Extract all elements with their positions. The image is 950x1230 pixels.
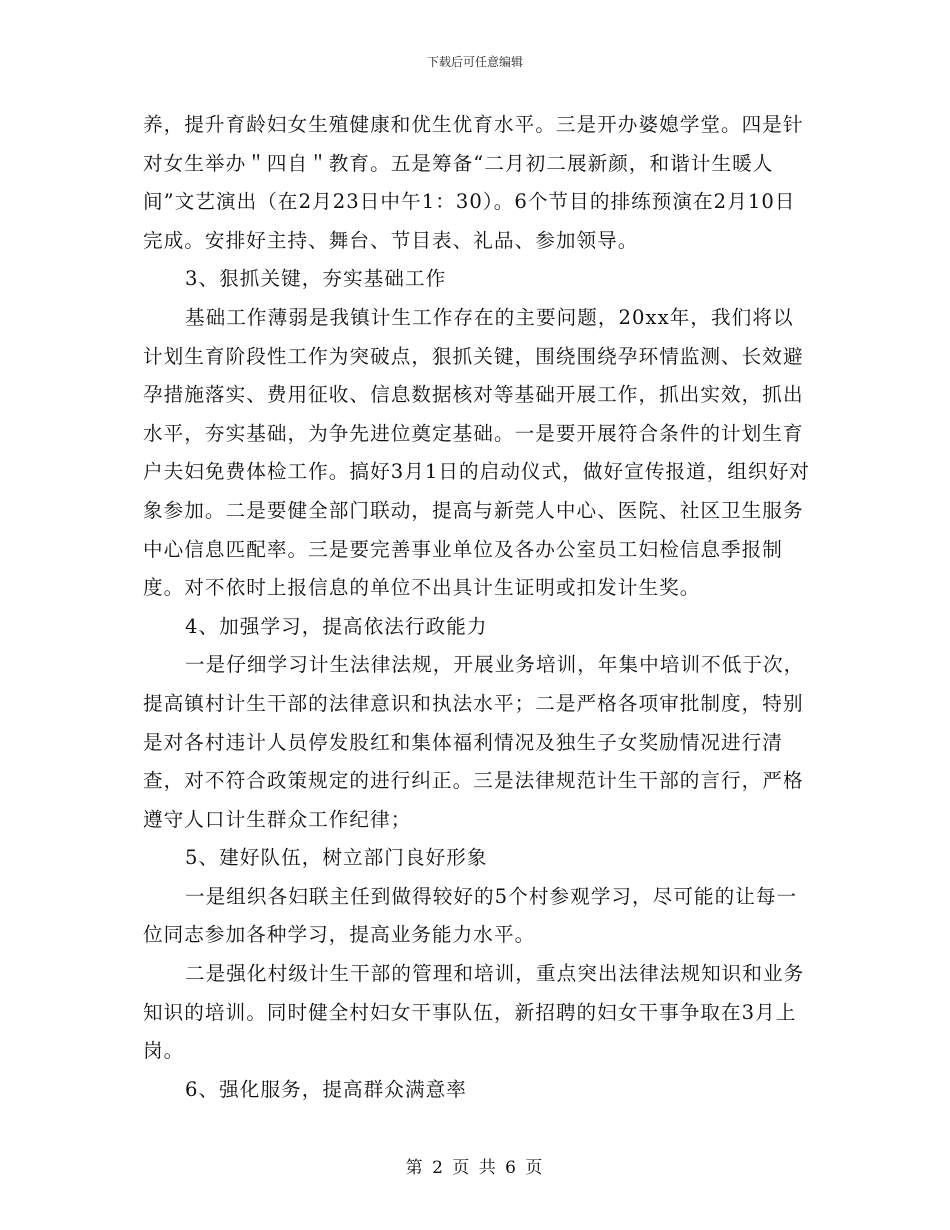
section-heading: 4、加强学习，提高依法行政能力 <box>185 614 488 638</box>
paragraph: 基础工作薄弱是我镇计生工作存在的主要问题，20xx年，我们将以计划生育阶段性工作为突破点，狠抓关键，围绕围绕孕环情监测、长效避孕措施落实、费用征收、信息数据核对等基础开展工作，抓出实效，抓出水平，夯实基础，为争先进位奠定基础。一是要开展符合条件的计划生育户夫妇免费体检工作。搞好3月1日的启动仪式，做好宣传报道，组织好对象参加。二是要健全部门联动，提高与新莞人中心、医院、社区卫生服务中心信息匹配率。三是要完善事业单位及各办公室员工妇检信息季报制度。对不依时上报信息的单位不出具计生证明或扣发计生奖。 <box>143 305 810 600</box>
paragraph: 二是强化村级计生干部的管理和培训，重点突出法律法规知识和业务知识的培训。同时健全村妇女干事队伍，新招聘的妇女干事争取在3月上岗。 <box>143 962 805 1063</box>
paragraph: 养，提升育龄妇女生殖健康和优生优育水平。三是开办婆媳学堂。四是针对女生举办＂四自＂教育。五是筹备“二月初二展新颜，和谐计生暖人间”文艺演出（在2月23日中午1：30）。6个节目的排练预演在2月10日完成。安排好主持、舞台、节目表、礼品、参加领导。 <box>143 113 804 252</box>
section-heading: 3、狠抓关键，夯实基础工作 <box>185 267 447 291</box>
paragraph: 一是仔细学习计生法律法规，开展业务培训，年集中培训不低于次，提高镇村计生干部的法律意识和执法水平；二是严格各项审批制度，特别是对各村违计人员停发股红和集体福利情况及独生子女奖励情况进行清查，对不符合政策规定的进行纠正。三是法律规范计生干部的言行，严格遵守人口计生群众工作纪律； <box>143 653 805 831</box>
page-footer: 第 2 页 共 6 页 <box>405 1158 545 1178</box>
paragraph: 一是组织各妇联主任到做得较好的5个村参观学习，尽可能的让每一位同志参加各种学习，提高业务能力水平。 <box>143 884 798 947</box>
document-body <box>143 106 811 1109</box>
section-heading: 6、强化服务，提高群众满意率 <box>185 1077 467 1101</box>
section-heading: 5、建好队伍，树立部门良好形象 <box>185 846 488 870</box>
page-header: 下载后可任意编辑 <box>426 55 523 69</box>
